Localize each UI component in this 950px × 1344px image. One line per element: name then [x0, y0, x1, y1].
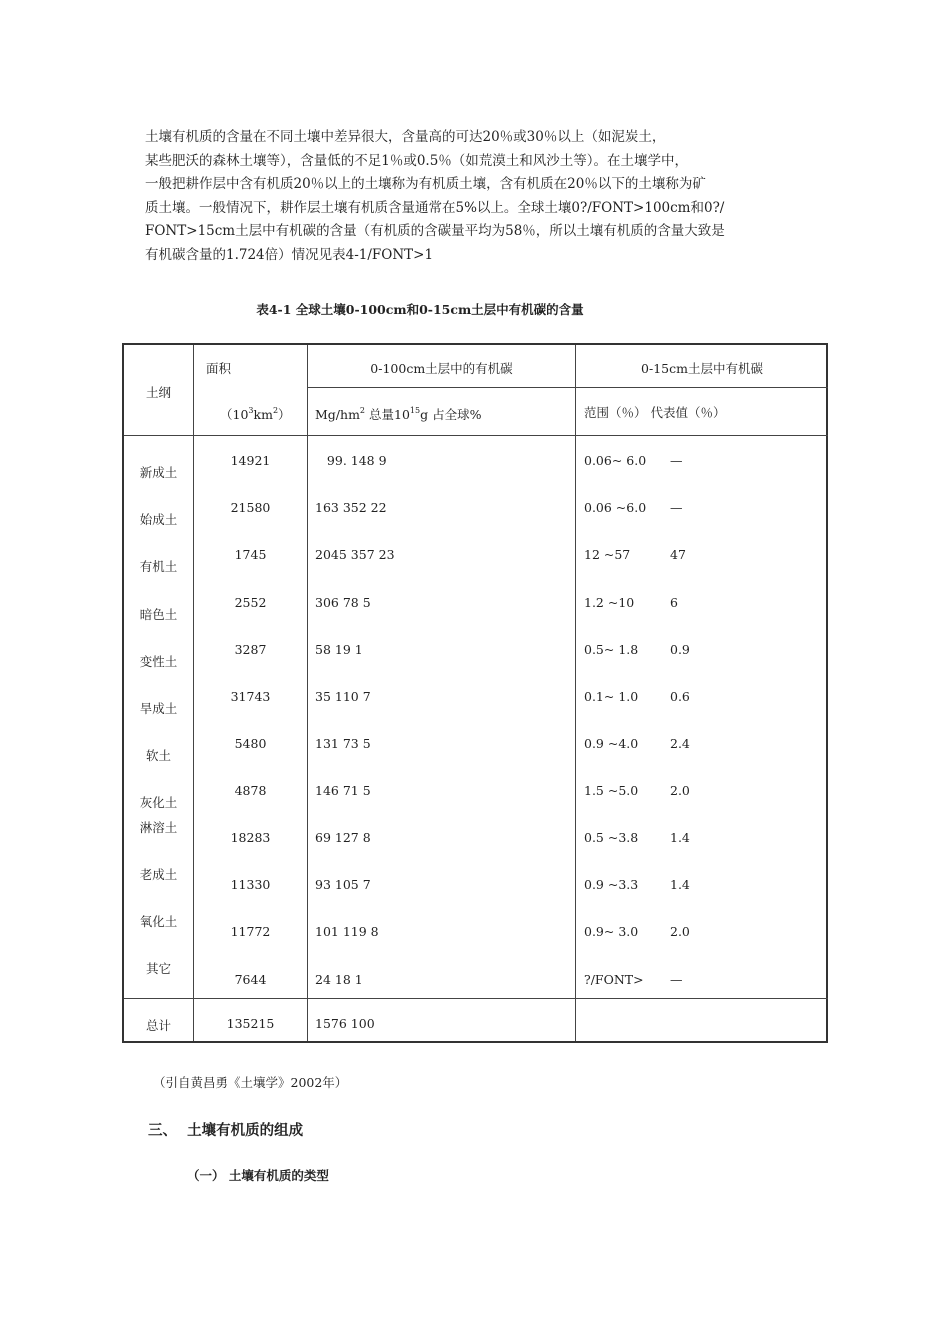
row-carbon-0-100cm: 131 73 5 [315, 736, 371, 751]
paragraph-line: 土壤有机质的含量在不同土壤中差异很大，含量高的可达20％或30％以上（如泥炭土， [145, 129, 666, 145]
intro-paragraph [145, 126, 825, 268]
row-range-0-15cm: 1.2 ~10 [584, 595, 635, 610]
row-soil-order: 灰化土 [139, 795, 178, 810]
row-area: 18283 [230, 830, 271, 845]
row-representative-0-15cm: 2.0 [670, 924, 690, 939]
total-top-line [124, 998, 828, 999]
row-carbon-0-100cm: 58 19 1 [315, 642, 363, 657]
paragraph-line: 有机碳含量的1.724倍）情况见表4-1/FONT>1 [145, 246, 434, 263]
soil-carbon-table [122, 343, 828, 1043]
section-heading: 三、 土壤有机质的组成 [148, 1123, 304, 1139]
row-carbon-0-100cm: 163 352 22 [315, 500, 387, 515]
header-bottom-line [124, 435, 828, 436]
row-soil-order: 新成土 [139, 465, 178, 480]
row-soil-order: 始成土 [139, 512, 178, 527]
row-representative-0-15cm: 2.0 [670, 783, 690, 798]
row-carbon-0-100cm: 99. 148 9 [315, 453, 387, 468]
row-soil-order: 淋溶土 [139, 820, 178, 835]
row-soil-order: 软土 [145, 748, 171, 763]
row-representative-0-15cm: — [670, 500, 683, 515]
row-representative-0-15cm: 1.4 [670, 877, 690, 892]
row-carbon-0-100cm: 93 105 7 [315, 877, 371, 892]
paragraph-line: 质土壤。一般情况下，耕作层土壤有机质含量通常在5%以上。全球土壤0?/FONT>100cm和0?/ [145, 199, 725, 216]
row-range-0-15cm: 0.1~ 1.0 [584, 689, 639, 704]
row-representative-0-15cm: — [670, 972, 683, 987]
row-range-0-15cm: 0.06 ~6.0 [584, 500, 647, 515]
row-representative-0-15cm: 0.9 [670, 642, 690, 657]
row-range-0-15cm: ?/FONT> [584, 972, 644, 987]
total-area: 135215 [226, 1016, 275, 1031]
row-range-0-15cm: 0.5~ 1.8 [584, 642, 639, 657]
row-representative-0-15cm: 2.4 [670, 736, 690, 751]
row-carbon-0-100cm: 35 110 7 [315, 689, 371, 704]
row-range-0-15cm: 0.06~ 6.0 [584, 453, 647, 468]
total-carbon-0-100cm: 1576 100 [315, 1016, 375, 1031]
header-group-0-15cm: 0-15cm土层中有机碳 [641, 361, 763, 376]
row-representative-0-15cm: 0.6 [670, 689, 690, 704]
row-carbon-0-100cm: 69 127 8 [315, 830, 371, 845]
row-area: 3287 [234, 642, 267, 657]
row-area: 21580 [230, 500, 271, 515]
row-area: 31743 [230, 689, 271, 704]
row-range-0-15cm: 0.9~ 3.0 [584, 924, 639, 939]
row-area: 4878 [234, 783, 267, 798]
header-divider-line [307, 387, 828, 388]
header-units-0-100cm: $Mg/hm^2$ 总量$10^{15}g$ 占全球% [315, 406, 482, 422]
row-area: 1745 [234, 547, 267, 562]
source-note: （引自黄昌勇《土壤学》2002年） [153, 1075, 348, 1090]
paragraph-line: FONT>15cm土层中有机碳的含量（有机质的含碳量平均为58％，所以土壤有机质的含量大致是 [145, 223, 725, 240]
column-line [575, 345, 576, 1041]
row-soil-order: 其它 [145, 961, 171, 976]
row-soil-order: 旱成土 [139, 701, 178, 716]
row-carbon-0-100cm: 146 71 5 [315, 783, 371, 798]
row-carbon-0-100cm: 306 78 5 [315, 595, 371, 610]
header-soil-order: 土纲 [145, 385, 171, 400]
subsection-heading: （一） 土壤有机质的类型 [187, 1168, 329, 1183]
row-area: 7644 [234, 972, 267, 987]
row-representative-0-15cm: — [670, 453, 683, 468]
row-area: 5480 [234, 736, 267, 751]
row-area: 14921 [230, 453, 271, 468]
row-area: 11772 [230, 924, 271, 939]
row-range-0-15cm: 0.9 ~4.0 [584, 736, 639, 751]
row-soil-order: 暗色土 [139, 607, 178, 622]
header-group-0-100cm: 0-100cm土层中的有机碳 [370, 361, 513, 376]
row-soil-order: 变性土 [139, 654, 178, 669]
row-representative-0-15cm: 1.4 [670, 830, 690, 845]
row-range-0-15cm: 0.9 ~3.3 [584, 877, 639, 892]
row-range-0-15cm: 1.5 ~5.0 [584, 783, 639, 798]
column-line [307, 345, 308, 1041]
total-label: 总计 [145, 1018, 171, 1033]
row-carbon-0-100cm: 101 119 8 [315, 924, 379, 939]
row-carbon-0-100cm: 24 18 1 [315, 972, 363, 987]
row-range-0-15cm: 0.5 ~3.8 [584, 830, 639, 845]
paragraph-line: 一般把耕作层中含有机质20％以上的土壤称为有机质土壤，含有机质在20％以下的土壤称为矿 [145, 176, 706, 193]
row-representative-0-15cm: 6 [670, 595, 678, 610]
row-range-0-15cm: 12 ~57 [584, 547, 631, 562]
header-area: 面积 [206, 361, 232, 376]
row-soil-order: 有机土 [139, 559, 178, 574]
header-units-0-15cm: 范围（％） 代表值（％） [584, 405, 726, 420]
paragraph-line: 某些肥沃的森林土壤等），含量低的不足1％或0.5％（如荒漠土和风沙土等）。在土壤学中， [145, 152, 689, 169]
row-area: 2552 [234, 595, 267, 610]
row-soil-order: 老成土 [139, 867, 178, 882]
row-carbon-0-100cm: 2045 357 23 [315, 547, 395, 562]
row-area: 11330 [230, 877, 271, 892]
row-representative-0-15cm: 47 [670, 547, 686, 562]
table-caption: 表4-1 全球土壤0-100cm和0-15cm土层中有机碳的含量 [256, 302, 584, 317]
row-soil-order: 氧化土 [139, 914, 178, 929]
header-area-unit: $(10^3km^2)$ [220, 406, 291, 422]
